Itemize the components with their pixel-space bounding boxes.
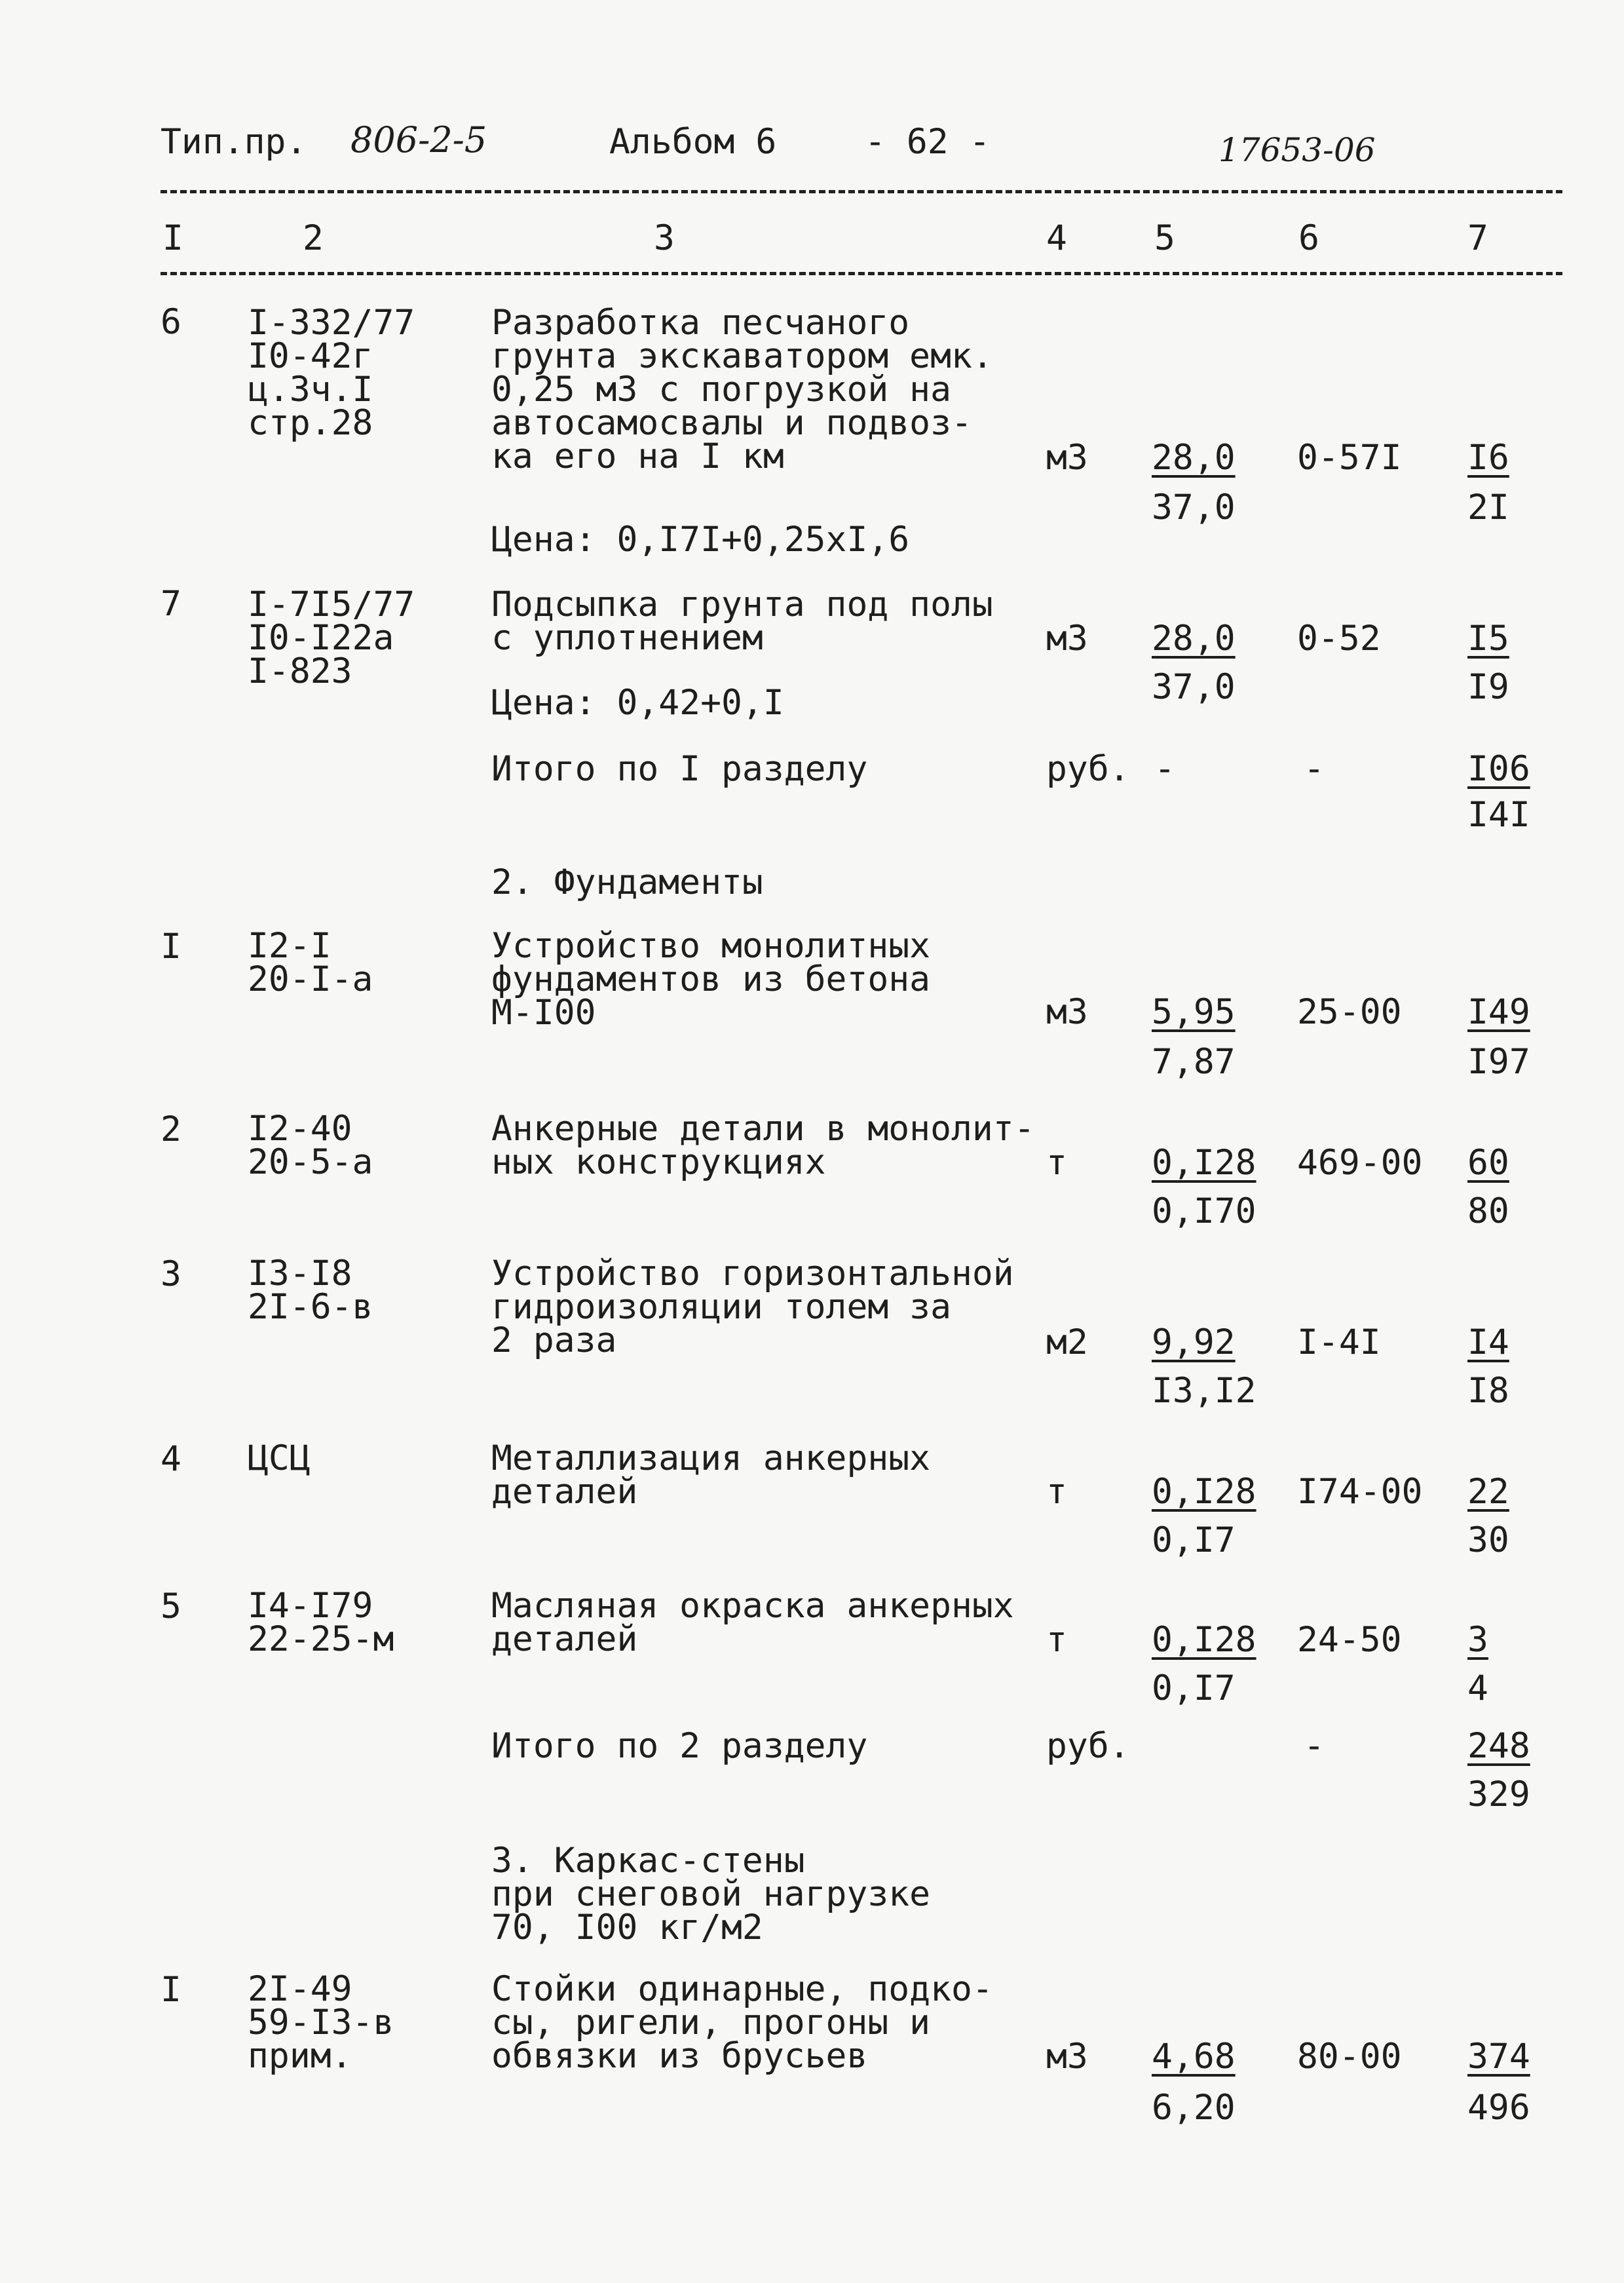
rate-code: 2I-49 59-I3-в прим. [248,1969,394,2076]
column-header-3: 3 [654,218,675,258]
column-header-1: I [162,218,183,258]
unit-price: 0-57I [1297,438,1402,478]
row-number: 5 [161,1586,181,1626]
cost-top: 3 [1467,1620,1488,1660]
cost-bottom: I4I [1467,795,1530,835]
unit-price: 80-00 [1297,2037,1402,2077]
cost-bottom: 329 [1467,1775,1530,1814]
work-description: Подсыпка грунта под полы с уплотнением [491,585,993,658]
row-number: 7 [161,584,181,624]
quantity-top: 0,I28 [1152,1143,1256,1183]
unit-price: 25-00 [1297,992,1402,1032]
cost-top: I49 [1467,992,1530,1032]
rate-code: I4-I79 22-25-м [248,1586,394,1659]
cost-top: 60 [1467,1143,1509,1183]
unit: м3 [1046,619,1088,659]
row-number: 3 [161,1254,181,1294]
unit-price: 24-50 [1297,1620,1402,1660]
quantity-top: - [1154,749,1175,789]
work-description: Масляная окраска анкерных деталей [491,1586,1014,1659]
unit: м3 [1046,438,1088,478]
column-header-4: 4 [1046,218,1067,258]
header-top-divider [161,190,1562,193]
row-number: I [161,927,181,967]
column-header-5: 5 [1154,218,1175,258]
unit: т [1046,1143,1067,1183]
quantity-top: 0,I28 [1152,1620,1256,1660]
quantity-top: 5,95 [1152,992,1236,1032]
cost-top: I06 [1467,749,1530,789]
row-number: 2 [161,1109,181,1149]
quantity-bottom: 0,I70 [1152,1191,1256,1231]
cost-top: 374 [1467,2037,1530,2077]
rate-code: I-7I5/77 I0-I22а I-823 [248,585,415,691]
rate-code: I2-40 20-5-а [248,1109,373,1182]
unit-price: - [1304,1726,1325,1766]
quantity-top: 28,0 [1152,619,1236,659]
unit-price: 0-52 [1297,619,1381,659]
column-header-6: 6 [1298,218,1319,258]
work-description: Стойки одинарные, подко- сы, ригели, прогоны и обвязки из брусьев [491,1969,993,2076]
quantity-top: 4,68 [1152,2037,1236,2077]
unit: м3 [1046,992,1088,1032]
rate-code: I3-I8 2I-6-в [248,1254,373,1327]
work-description: Устройство монолитных фундаментов из бетона М-I00 [491,926,931,1033]
unit: м2 [1046,1322,1088,1362]
row-number: I [161,1970,181,2010]
quantity-bottom: 0,I7 [1152,1668,1236,1708]
cost-bottom: 496 [1467,2088,1530,2128]
quantity-bottom: I3,I2 [1152,1371,1256,1411]
unit: т [1046,1472,1067,1512]
column-header-7: 7 [1467,218,1488,258]
row-number: 6 [161,302,181,342]
page-number: - 62 - [865,122,991,162]
cost-bottom: I9 [1467,667,1509,707]
document-number: 17653-06 [1218,131,1376,169]
cost-top: I5 [1467,619,1509,659]
work-description: Анкерные детали в монолит- ных конструкциях [491,1109,1035,1182]
unit: м3 [1046,2037,1088,2077]
cost-bottom: 2I [1467,488,1509,528]
section-heading: 2. Фундаменты [491,862,763,902]
subtotal-label: Итого по 2 разделу [491,1726,868,1766]
cost-bottom: I97 [1467,1042,1530,1082]
cost-top: 248 [1467,1726,1530,1766]
album-label: Альбом 6 [609,122,777,162]
quantity-top: 0,I28 [1152,1472,1256,1512]
quantity-bottom: 37,0 [1152,667,1236,707]
quantity-bottom: 37,0 [1152,488,1236,528]
subtotal-label: Итого по I разделу [491,749,868,789]
cost-bottom: 80 [1467,1191,1509,1231]
cost-bottom: I8 [1467,1371,1509,1411]
row-number: 4 [161,1439,181,1479]
quantity-bottom: 0,I7 [1152,1520,1236,1560]
cost-top: I6 [1467,438,1509,478]
rate-code: I-332/77 I0-42г ц.3ч.I стр.28 [248,303,415,443]
unit-price: I-4I [1297,1322,1381,1362]
cost-bottom: 30 [1467,1520,1509,1560]
unit: руб. [1046,1726,1130,1766]
quantity-top: 28,0 [1152,438,1236,478]
work-description: Устройство горизонтальной гидроизоляции толем за 2 раза [491,1254,1014,1360]
rate-code: ЦСЦ [248,1438,311,1478]
quantity-bottom: 6,20 [1152,2088,1236,2128]
section-heading: 3. Каркас-стены при снеговой нагрузке 70, I00 кг/м2 [491,1841,931,1947]
column-header-2: 2 [303,218,324,258]
unit-price: 469-00 [1297,1143,1423,1183]
type-project-label: Тип.пр. [161,122,307,162]
unit: руб. [1046,749,1130,789]
work-description: Металлизация анкерных деталей [491,1438,931,1512]
quantity-bottom: 7,87 [1152,1042,1236,1082]
work-description: Разработка песчаного грунта экскаватором емк. 0,25 м3 с погрузкой на автосамосвалы и подвоз- ка его на I км [491,303,993,476]
project-number: 806-2-5 [350,119,487,161]
price-formula: Цена: 0,42+0,I [491,683,784,723]
rate-code: I2-I 20-I-а [248,926,373,999]
cost-bottom: 4 [1467,1668,1488,1708]
unit-price: - [1304,749,1325,789]
header-bottom-divider [161,272,1562,275]
quantity-top: 9,92 [1152,1322,1236,1362]
cost-top: 22 [1467,1472,1509,1512]
cost-top: I4 [1467,1322,1509,1362]
price-formula: Цена: 0,I7I+0,25хI,6 [491,520,910,560]
unit: т [1046,1620,1067,1660]
unit-price: I74-00 [1297,1472,1423,1512]
